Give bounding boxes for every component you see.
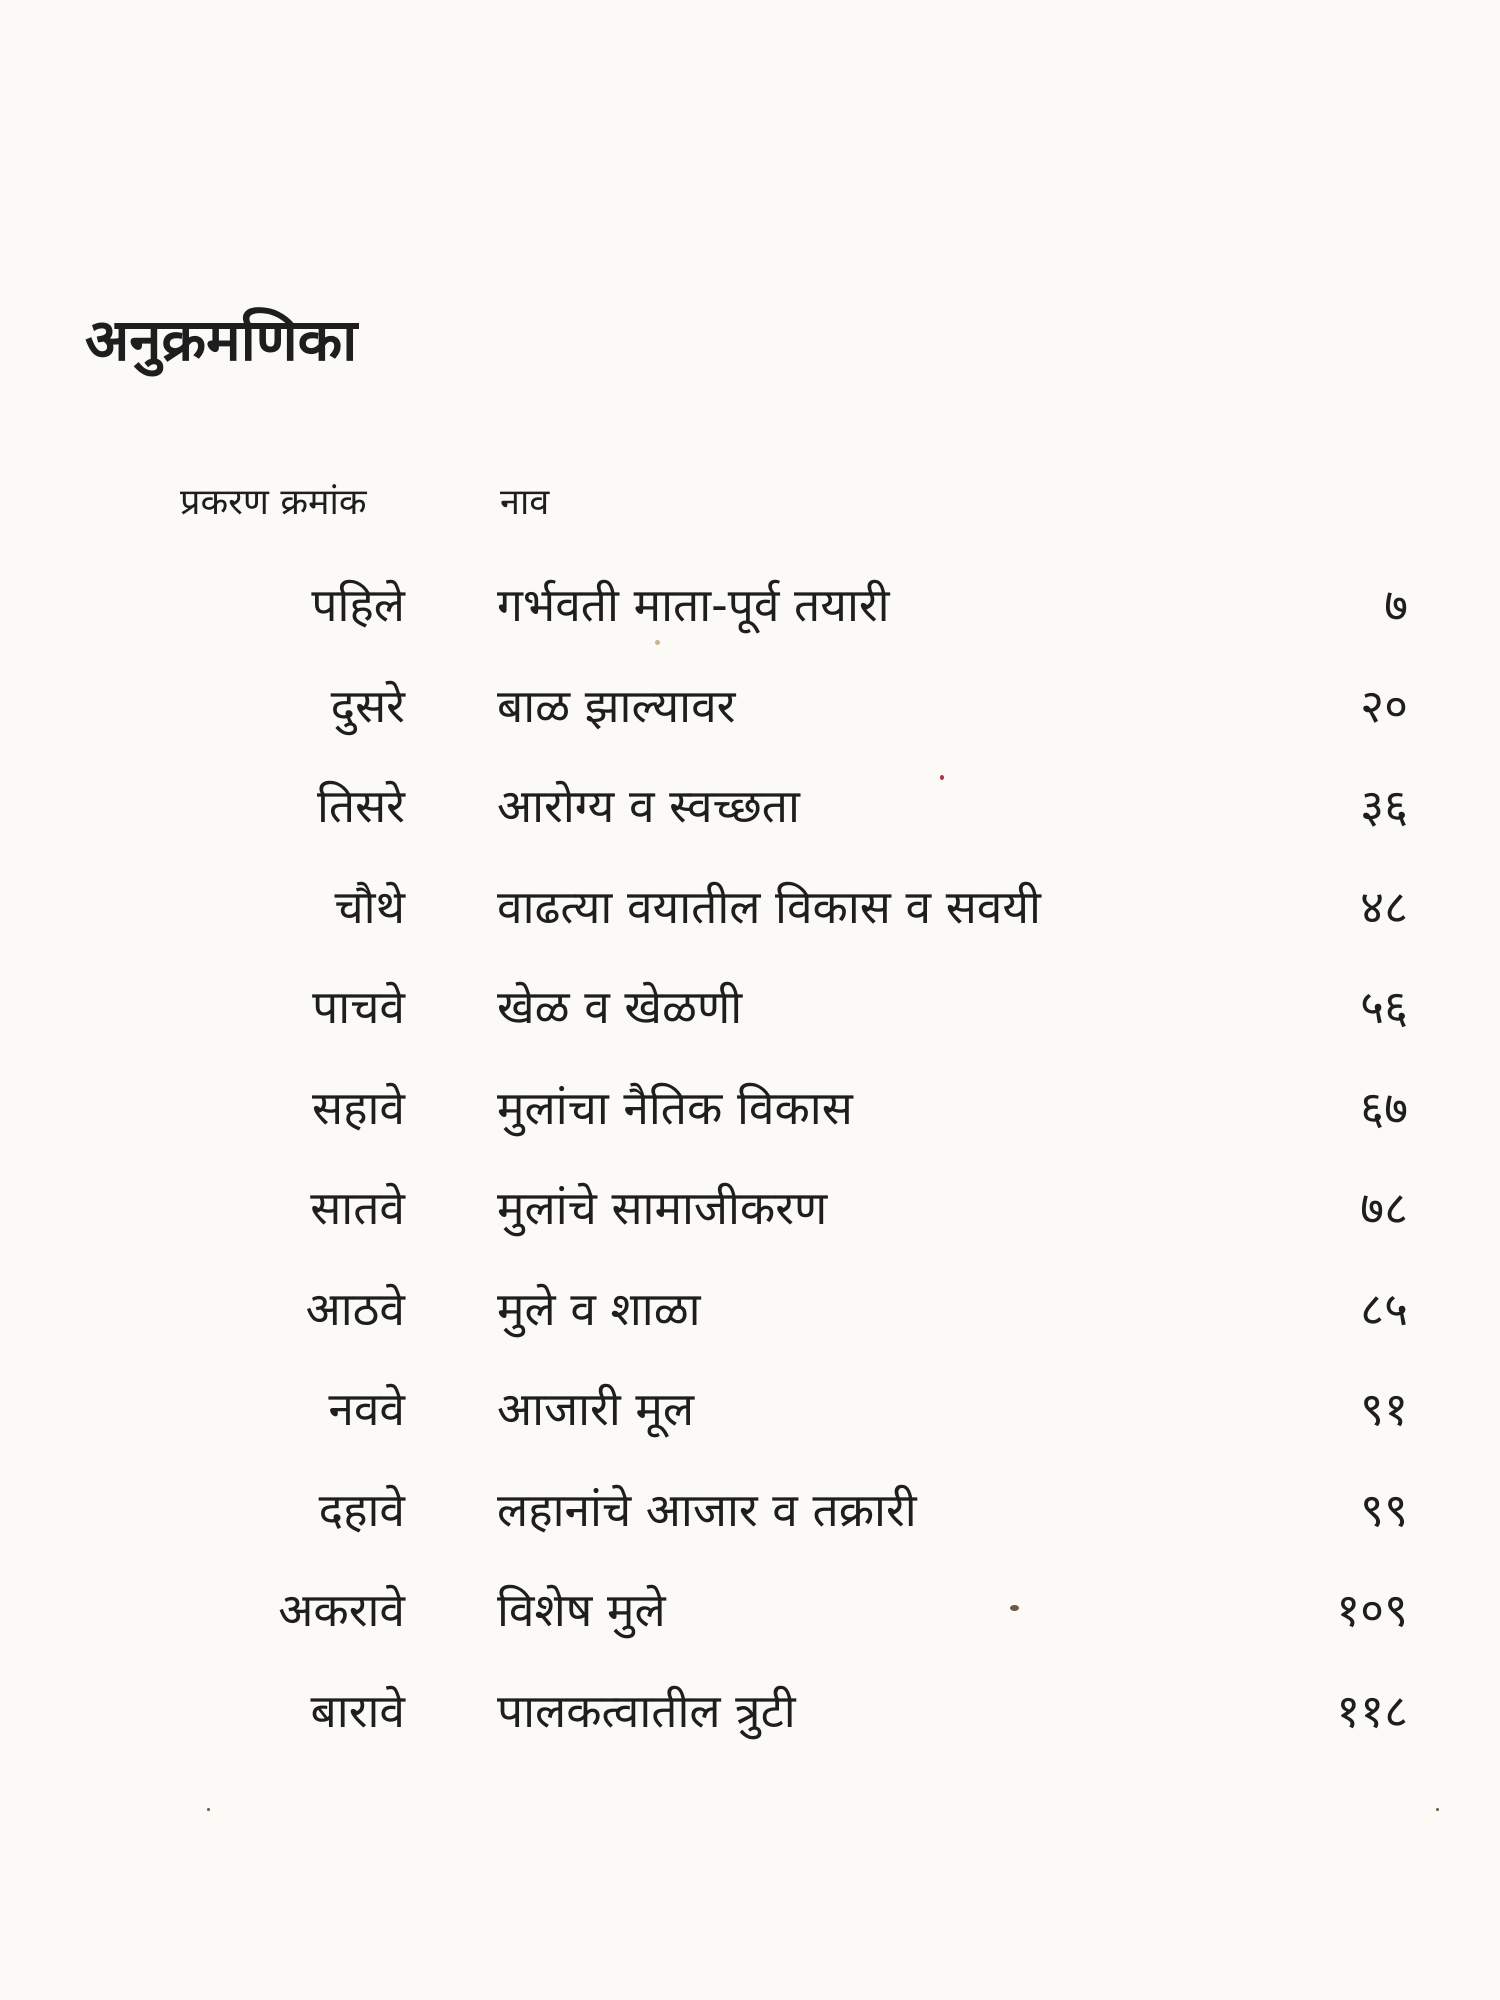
chapter-name: बाळ झाल्यावर	[497, 679, 736, 733]
chapter-name: मुलांचे सामाजीकरण	[497, 1181, 828, 1235]
chapter-name: मुले व शाळा	[497, 1282, 701, 1336]
chapter-name: लहानांचे आजार व तक्रारी	[497, 1483, 917, 1537]
paper-speck	[655, 640, 660, 645]
chapter-name: गर्भवती माता-पूर्व तयारी	[497, 578, 890, 632]
chapter-ordinal: चौथे	[334, 880, 405, 934]
toc-row	[0, 565, 1500, 645]
paper-speck	[1010, 1605, 1019, 1611]
chapter-ordinal: सहावे	[311, 1081, 405, 1135]
page-number: ८५	[1360, 1282, 1408, 1336]
chapter-name: वाढत्या वयातील विकास व सवयी	[497, 880, 1041, 934]
toc-row	[0, 1671, 1500, 1751]
page-number: २०	[1360, 679, 1408, 733]
paper-speck	[207, 1808, 210, 1811]
chapter-name: मुलांचा नैतिक विकास	[497, 1081, 853, 1135]
page-number: ६७	[1360, 1081, 1408, 1135]
toc-row	[0, 1369, 1500, 1449]
chapter-ordinal: बारावे	[310, 1684, 405, 1738]
chapter-name: आजारी मूल	[497, 1382, 695, 1436]
page-number: ९१	[1360, 1382, 1408, 1436]
chapter-name: विशेष मुले	[497, 1583, 666, 1637]
page-number: ४८	[1360, 880, 1408, 934]
chapter-ordinal: दुसरे	[330, 679, 405, 733]
chapter-number-header: प्रकरण क्रमांक	[180, 482, 367, 523]
chapter-ordinal: पाचवे	[312, 980, 405, 1034]
page-number: ११८	[1336, 1684, 1408, 1738]
chapter-ordinal: सातवे	[310, 1181, 405, 1235]
toc-row	[0, 1570, 1500, 1650]
name-header: नाव	[500, 482, 550, 523]
toc-row	[0, 867, 1500, 947]
chapter-ordinal: दहावे	[318, 1483, 405, 1537]
toc-row	[0, 967, 1500, 1047]
page-number: ९९	[1360, 1483, 1408, 1537]
page-number: १०९	[1336, 1583, 1408, 1637]
chapter-ordinal: नववे	[328, 1382, 405, 1436]
paper-speck	[940, 775, 944, 780]
toc-row	[0, 1269, 1500, 1349]
paper-speck	[1436, 1808, 1439, 1811]
chapter-ordinal: पहिले	[311, 578, 405, 632]
toc-row	[0, 666, 1500, 746]
toc-row	[0, 1470, 1500, 1550]
chapter-name: पालकत्वातील त्रुटी	[497, 1684, 796, 1738]
toc-row	[0, 1168, 1500, 1248]
chapter-ordinal: तिसरे	[316, 779, 405, 833]
page-number: ३६	[1360, 779, 1408, 833]
page-number: ७८	[1360, 1181, 1408, 1235]
toc-row	[0, 766, 1500, 846]
page-number: ७	[1384, 578, 1408, 632]
page-title: अनुक्रमणिका	[85, 306, 358, 374]
chapter-name: खेळ व खेळणी	[497, 980, 743, 1034]
chapter-ordinal: आठवे	[305, 1282, 405, 1336]
chapter-ordinal: अकरावे	[278, 1583, 405, 1637]
page-number: ५६	[1360, 980, 1408, 1034]
chapter-name: आरोग्य व स्वच्छता	[497, 779, 800, 833]
toc-row	[0, 1068, 1500, 1148]
